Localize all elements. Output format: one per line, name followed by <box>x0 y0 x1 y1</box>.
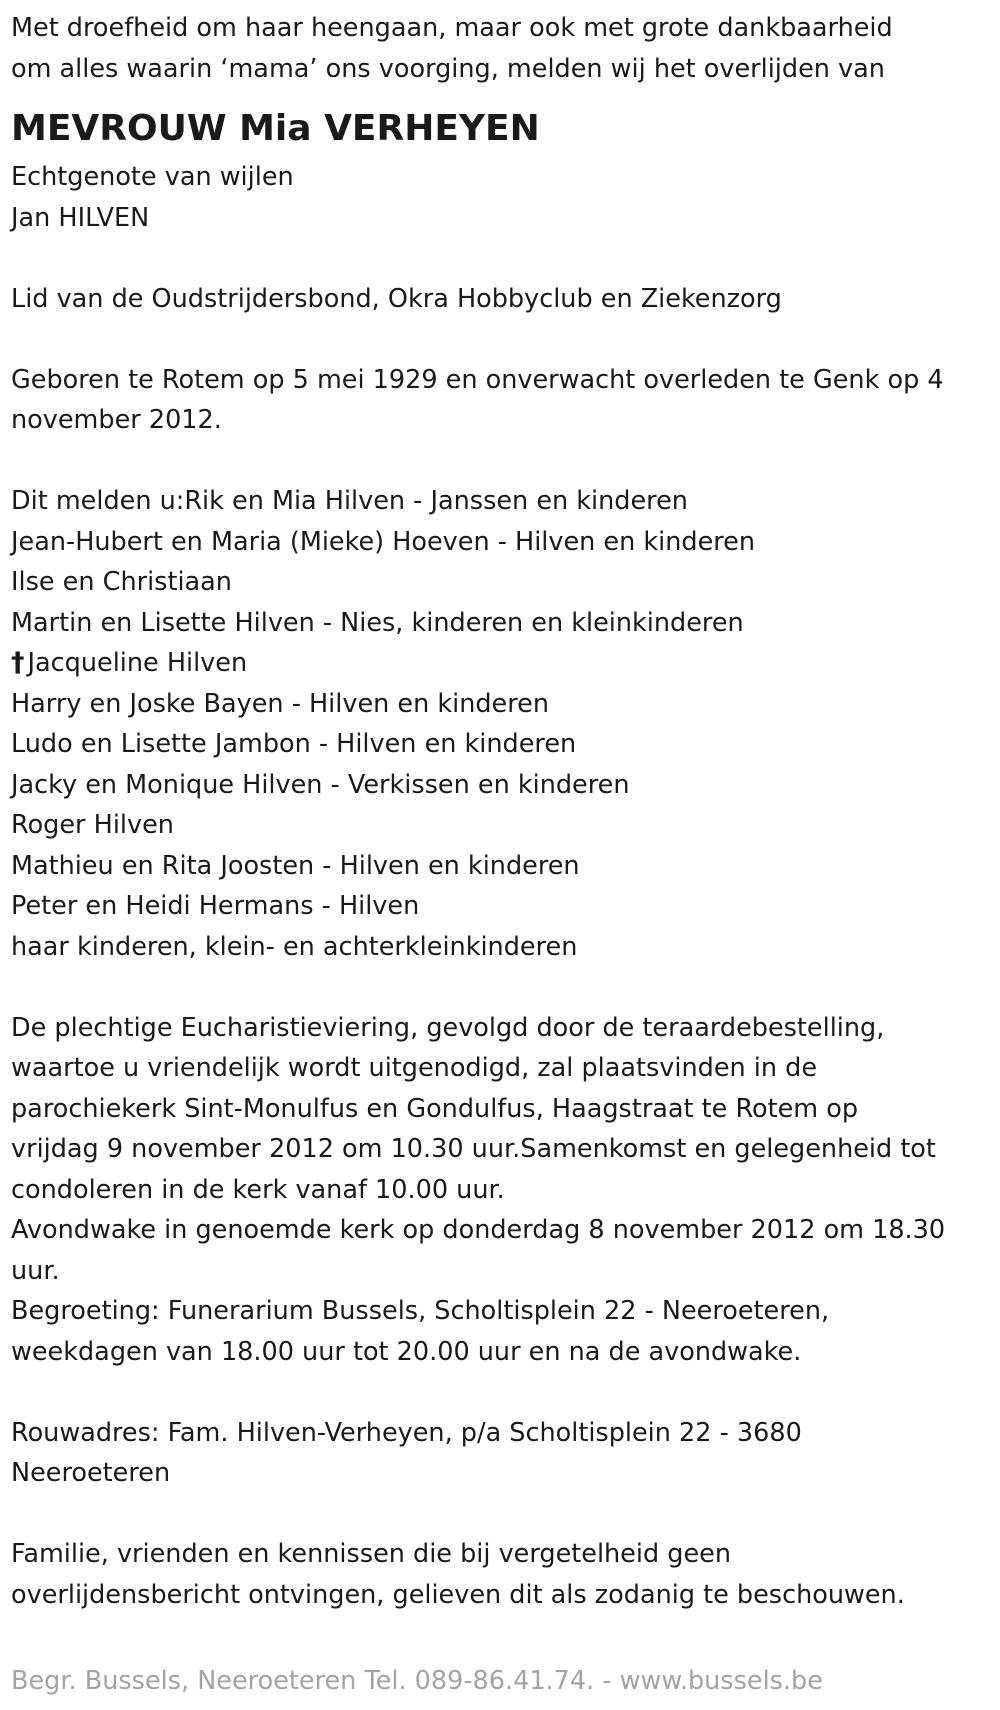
family-line: Ludo en Lisette Jambon - Hilven en kinderen <box>11 729 577 759</box>
family-list <box>11 481 1000 967</box>
address-line: Neeroeteren <box>11 1458 171 1488</box>
cross-icon: † <box>11 647 25 678</box>
greeting-line: weekdagen van 18.00 uur tot 20.00 uur en na de avondwake. <box>11 1336 802 1367</box>
family-line: Harry en Joske Bayen - Hilven en kinderen <box>11 688 550 719</box>
family-line: Martin en Lisette Hilven - Nies, kinderen en kleinkinderen <box>11 607 744 638</box>
intro-line: om alles waarin ‘mama’ ons voorging, melden wij het overlijden van <box>11 53 885 84</box>
notice-line: Familie, vrienden en kennissen die bij vergetelheid geen <box>11 1539 731 1569</box>
ceremony-line: De plechtige Eucharistieviering, gevolgd door de teraardebestelling, <box>11 1012 885 1043</box>
family-line: Mathieu en Rita Joosten - Hilven en kinderen <box>11 850 580 881</box>
ceremony-line: parochiekerk Sint-Monulfus en Gondulfus, Haagstraat te Rotem op <box>11 1093 859 1124</box>
deceased-name: MEVROUW Mia VERHEYEN <box>11 108 540 149</box>
ceremony-line: waartoe u vriendelijk wordt uitgenodigd, zal plaatsvinden in de <box>11 1053 818 1083</box>
family-line: Peter en Heidi Hermans - Hilven <box>11 891 420 921</box>
family-line: Jean-Hubert en Maria (Mieke) Hoeven - Hilven en kinderen <box>11 526 756 557</box>
wake-line: Avondwake in genoemde kerk op donderdag 8 november 2012 om 18.30 <box>11 1215 946 1245</box>
membership-text: Lid van de Oudstrijdersbond, Okra Hobbyclub en Ziekenzorg <box>11 283 782 314</box>
birth-death-info <box>11 360 1000 441</box>
notice-text <box>11 1534 1000 1615</box>
family-line: Jacky en Monique Hilven - Verkissen en kinderen <box>11 769 630 800</box>
funeral-home-footer: Begr. Bussels, Neeroeteren Tel. 089-86.41.74. - www.bussels.be <box>11 1666 823 1696</box>
greeting-line: Begroeting: Funerarium Bussels, Scholtisplein 22 - Neeroeteren, <box>11 1296 830 1326</box>
spouse-label: Echtgenote van wijlen <box>11 162 294 192</box>
family-line-deceased <box>11 643 1000 684</box>
wake-line: uur. <box>11 1255 60 1286</box>
birth-death-line: november 2012. <box>11 405 222 435</box>
family-line: Ilse en Christiaan <box>11 567 232 597</box>
family-line: haar kinderen, klein- en achterkleinkinderen <box>11 931 578 962</box>
spouse-info <box>11 157 1000 238</box>
ceremony-line: condoleren in de kerk vanaf 10.00 uur. <box>11 1174 505 1205</box>
address-line: Rouwadres: Fam. Hilven-Verheyen, p/a Scholtisplein 22 - 3680 <box>11 1417 802 1448</box>
family-line: Roger Hilven <box>11 810 174 840</box>
notice-line: overlijdensbericht ontvingen, gelieven dit als zodanig te beschouwen. <box>11 1579 905 1610</box>
intro-text <box>11 8 1000 89</box>
deceased-family-member: Jacqueline Hilven <box>27 648 248 678</box>
ceremony-line: vrijdag 9 november 2012 om 10.30 uur.Samenkomst en gelegenheid tot <box>11 1134 936 1164</box>
intro-line: Met droefheid om haar heengaan, maar ook met grote dankbaarheid <box>11 13 893 43</box>
spouse-name: Jan HILVEN <box>11 202 150 233</box>
mourning-address <box>11 1413 1000 1494</box>
birth-death-line: Geboren te Rotem op 5 mei 1929 en onverwacht overleden te Genk op 4 <box>11 364 944 395</box>
ceremony-info <box>11 1008 1000 1373</box>
family-intro: Dit melden u:Rik en Mia Hilven - Janssen en kinderen <box>11 486 688 516</box>
